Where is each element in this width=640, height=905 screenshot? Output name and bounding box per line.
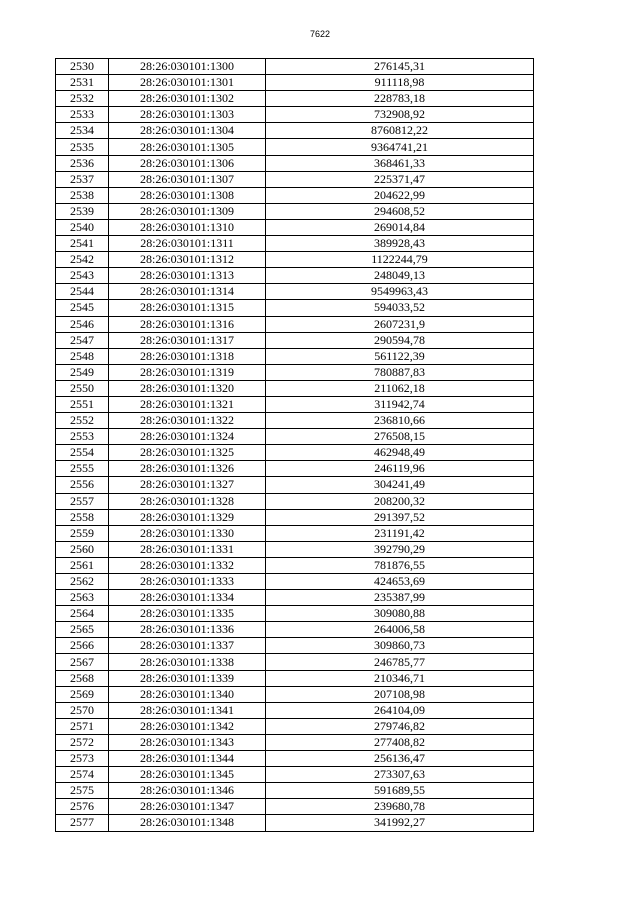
cadastral-value-cell: 290594,78 (266, 332, 534, 348)
row-number-cell: 2535 (56, 139, 109, 155)
table-row (56, 203, 534, 219)
row-number-cell: 2541 (56, 236, 109, 252)
table-row (56, 670, 534, 686)
cadastral-number-cell: 28:26:030101:1315 (109, 300, 266, 316)
table-row (56, 139, 534, 155)
row-number-cell: 2531 (56, 75, 109, 91)
cadastral-value-cell: 561122,39 (266, 348, 534, 364)
row-number-cell: 2564 (56, 606, 109, 622)
table-row (56, 525, 534, 541)
table-row (56, 606, 534, 622)
row-number-cell: 2544 (56, 284, 109, 300)
cadastral-value-cell: 309080,88 (266, 606, 534, 622)
cadastral-number-cell: 28:26:030101:1303 (109, 107, 266, 123)
table-row (56, 300, 534, 316)
cadastral-number-cell: 28:26:030101:1320 (109, 380, 266, 396)
cadastral-number-cell: 28:26:030101:1343 (109, 734, 266, 750)
table-row (56, 638, 534, 654)
row-number-cell: 2573 (56, 751, 109, 767)
table-row (56, 493, 534, 509)
cadastral-number-cell: 28:26:030101:1340 (109, 686, 266, 702)
cadastral-value-cell: 264006,58 (266, 622, 534, 638)
cadastral-value-cell: 309860,73 (266, 638, 534, 654)
row-number-cell: 2569 (56, 686, 109, 702)
cadastral-value-cell: 392790,29 (266, 541, 534, 557)
cadastral-number-cell: 28:26:030101:1346 (109, 783, 266, 799)
row-number-cell: 2560 (56, 541, 109, 557)
table-row (56, 236, 534, 252)
row-number-cell: 2547 (56, 332, 109, 348)
table-row (56, 622, 534, 638)
row-number-cell: 2534 (56, 123, 109, 139)
cadastral-number-cell: 28:26:030101:1348 (109, 815, 266, 831)
table-row (56, 734, 534, 750)
row-number-cell: 2566 (56, 638, 109, 654)
row-number-cell: 2575 (56, 783, 109, 799)
cadastral-value-cell: 256136,47 (266, 751, 534, 767)
cadastral-number-cell: 28:26:030101:1333 (109, 574, 266, 590)
cadastral-value-cell: 248049,13 (266, 268, 534, 284)
table-row (56, 541, 534, 557)
row-number-cell: 2554 (56, 445, 109, 461)
row-number-cell: 2533 (56, 107, 109, 123)
table-row (56, 171, 534, 187)
table-row (56, 332, 534, 348)
cadastral-number-cell: 28:26:030101:1337 (109, 638, 266, 654)
table-row (56, 815, 534, 831)
cadastral-number-cell: 28:26:030101:1318 (109, 348, 266, 364)
table-row (56, 718, 534, 734)
table-row (56, 284, 534, 300)
row-number-cell: 2538 (56, 187, 109, 203)
cadastral-number-cell: 28:26:030101:1310 (109, 219, 266, 235)
table-row (56, 799, 534, 815)
cadastral-value-cell: 732908,92 (266, 107, 534, 123)
cadastral-value-cell: 204622,99 (266, 187, 534, 203)
row-number-cell: 2545 (56, 300, 109, 316)
row-number-cell: 2540 (56, 219, 109, 235)
table-row (56, 380, 534, 396)
table-row (56, 590, 534, 606)
table-row (56, 219, 534, 235)
table-row (56, 268, 534, 284)
cadastral-value-cell: 9364741,21 (266, 139, 534, 155)
row-number-cell: 2576 (56, 799, 109, 815)
table-row (56, 187, 534, 203)
cadastral-value-cell: 911118,98 (266, 75, 534, 91)
table-row (56, 654, 534, 670)
cadastral-number-cell: 28:26:030101:1325 (109, 445, 266, 461)
row-number-cell: 2562 (56, 574, 109, 590)
cadastral-value-cell: 276145,31 (266, 59, 534, 75)
cadastral-value-cell: 291397,52 (266, 509, 534, 525)
row-number-cell: 2567 (56, 654, 109, 670)
table-row (56, 155, 534, 171)
row-number-cell: 2559 (56, 525, 109, 541)
table-row (56, 686, 534, 702)
table-row (56, 751, 534, 767)
cadastral-value-cell: 211062,18 (266, 380, 534, 396)
cadastral-number-cell: 28:26:030101:1326 (109, 461, 266, 477)
cadastral-number-cell: 28:26:030101:1307 (109, 171, 266, 187)
cadastral-value-cell: 236810,66 (266, 413, 534, 429)
cadastral-value-cell: 264104,09 (266, 702, 534, 718)
cadastral-value-cell: 8760812,22 (266, 123, 534, 139)
cadastral-number-cell: 28:26:030101:1339 (109, 670, 266, 686)
cadastral-value-cell: 207108,98 (266, 686, 534, 702)
cadastral-number-cell: 28:26:030101:1344 (109, 751, 266, 767)
cadastral-value-cell: 781876,55 (266, 557, 534, 573)
cadastral-number-cell: 28:26:030101:1321 (109, 396, 266, 412)
table-row (56, 783, 534, 799)
table-row (56, 396, 534, 412)
cadastral-number-cell: 28:26:030101:1313 (109, 268, 266, 284)
row-number-cell: 2537 (56, 171, 109, 187)
cadastral-number-cell: 28:26:030101:1347 (109, 799, 266, 815)
row-number-cell: 2556 (56, 477, 109, 493)
table-row (56, 316, 534, 332)
cadastral-number-cell: 28:26:030101:1304 (109, 123, 266, 139)
cadastral-value-cell: 594033,52 (266, 300, 534, 316)
table-row (56, 59, 534, 75)
table-row (56, 461, 534, 477)
cadastral-number-cell: 28:26:030101:1322 (109, 413, 266, 429)
page-number: 7622 (309, 29, 331, 39)
cadastral-value-cell: 235387,99 (266, 590, 534, 606)
cadastral-value-cell: 2607231,9 (266, 316, 534, 332)
cadastral-number-cell: 28:26:030101:1300 (109, 59, 266, 75)
table-row (56, 445, 534, 461)
table-row (56, 509, 534, 525)
cadastral-value-cell: 341992,27 (266, 815, 534, 831)
table-row (56, 574, 534, 590)
row-number-cell: 2557 (56, 493, 109, 509)
row-number-cell: 2572 (56, 734, 109, 750)
row-number-cell: 2553 (56, 429, 109, 445)
table-body (56, 59, 534, 832)
row-number-cell: 2561 (56, 557, 109, 573)
cadastral-number-cell: 28:26:030101:1345 (109, 767, 266, 783)
table-row (56, 477, 534, 493)
cadastral-number-cell: 28:26:030101:1332 (109, 557, 266, 573)
cadastral-value-cell: 424653,69 (266, 574, 534, 590)
row-number-cell: 2536 (56, 155, 109, 171)
cadastral-value-cell: 231191,42 (266, 525, 534, 541)
cadastral-number-cell: 28:26:030101:1338 (109, 654, 266, 670)
cadastral-number-cell: 28:26:030101:1335 (109, 606, 266, 622)
cadastral-number-cell: 28:26:030101:1331 (109, 541, 266, 557)
cadastral-value-cell: 294608,52 (266, 203, 534, 219)
cadastral-value-cell: 239680,78 (266, 799, 534, 815)
row-number-cell: 2570 (56, 702, 109, 718)
row-number-cell: 2555 (56, 461, 109, 477)
row-number-cell: 2546 (56, 316, 109, 332)
cadastral-number-cell: 28:26:030101:1329 (109, 509, 266, 525)
row-number-cell: 2532 (56, 91, 109, 107)
cadastral-number-cell: 28:26:030101:1334 (109, 590, 266, 606)
table-row (56, 123, 534, 139)
table-row (56, 252, 534, 268)
table-row (56, 348, 534, 364)
table-row (56, 91, 534, 107)
cadastral-value-cell: 304241,49 (266, 477, 534, 493)
cadastral-number-cell: 28:26:030101:1309 (109, 203, 266, 219)
cadastral-value-cell: 311942,74 (266, 396, 534, 412)
cadastral-value-cell: 246119,96 (266, 461, 534, 477)
cadastral-value-cell: 273307,63 (266, 767, 534, 783)
row-number-cell: 2542 (56, 252, 109, 268)
cadastral-number-cell: 28:26:030101:1327 (109, 477, 266, 493)
cadastral-number-cell: 28:26:030101:1301 (109, 75, 266, 91)
cadastral-value-cell: 780887,83 (266, 364, 534, 380)
cadastral-number-cell: 28:26:030101:1319 (109, 364, 266, 380)
cadastral-value-cell: 210346,71 (266, 670, 534, 686)
cadastral-number-cell: 28:26:030101:1305 (109, 139, 266, 155)
row-number-cell: 2550 (56, 380, 109, 396)
row-number-cell: 2563 (56, 590, 109, 606)
cadastral-value-cell: 277408,82 (266, 734, 534, 750)
cadastral-number-cell: 28:26:030101:1316 (109, 316, 266, 332)
row-number-cell: 2574 (56, 767, 109, 783)
table-row (56, 557, 534, 573)
cadastral-number-cell: 28:26:030101:1330 (109, 525, 266, 541)
cadastral-value-cell: 208200,32 (266, 493, 534, 509)
table-row (56, 75, 534, 91)
cadastral-value-cell: 9549963,43 (266, 284, 534, 300)
cadastral-value-cell: 228783,18 (266, 91, 534, 107)
cadastral-value-cell: 368461,33 (266, 155, 534, 171)
cadastral-value-cell: 591689,55 (266, 783, 534, 799)
cadastral-number-cell: 28:26:030101:1342 (109, 718, 266, 734)
cadastral-value-cell: 462948,49 (266, 445, 534, 461)
cadastral-number-cell: 28:26:030101:1308 (109, 187, 266, 203)
table-row (56, 107, 534, 123)
table-row (56, 429, 534, 445)
cadastral-value-cell: 225371,47 (266, 171, 534, 187)
cadastral-number-cell: 28:26:030101:1328 (109, 493, 266, 509)
cadastral-value-cell: 276508,15 (266, 429, 534, 445)
row-number-cell: 2565 (56, 622, 109, 638)
cadastral-number-cell: 28:26:030101:1311 (109, 236, 266, 252)
cadastral-number-cell: 28:26:030101:1312 (109, 252, 266, 268)
row-number-cell: 2551 (56, 396, 109, 412)
cadastral-value-cell: 279746,82 (266, 718, 534, 734)
cadastral-value-cell: 1122244,79 (266, 252, 534, 268)
table-row (56, 364, 534, 380)
row-number-cell: 2543 (56, 268, 109, 284)
row-number-cell: 2577 (56, 815, 109, 831)
table-row (56, 702, 534, 718)
row-number-cell: 2539 (56, 203, 109, 219)
row-number-cell: 2552 (56, 413, 109, 429)
cadastral-value-cell: 246785,77 (266, 654, 534, 670)
row-number-cell: 2568 (56, 670, 109, 686)
cadastral-number-cell: 28:26:030101:1324 (109, 429, 266, 445)
table-row (56, 413, 534, 429)
cadastral-value-table (55, 58, 534, 832)
cadastral-number-cell: 28:26:030101:1341 (109, 702, 266, 718)
cadastral-value-cell: 389928,43 (266, 236, 534, 252)
row-number-cell: 2549 (56, 364, 109, 380)
cadastral-number-cell: 28:26:030101:1336 (109, 622, 266, 638)
cadastral-number-cell: 28:26:030101:1302 (109, 91, 266, 107)
row-number-cell: 2548 (56, 348, 109, 364)
cadastral-value-cell: 269014,84 (266, 219, 534, 235)
row-number-cell: 2530 (56, 59, 109, 75)
table-row (56, 767, 534, 783)
cadastral-number-cell: 28:26:030101:1314 (109, 284, 266, 300)
cadastral-number-cell: 28:26:030101:1317 (109, 332, 266, 348)
row-number-cell: 2558 (56, 509, 109, 525)
row-number-cell: 2571 (56, 718, 109, 734)
cadastral-number-cell: 28:26:030101:1306 (109, 155, 266, 171)
